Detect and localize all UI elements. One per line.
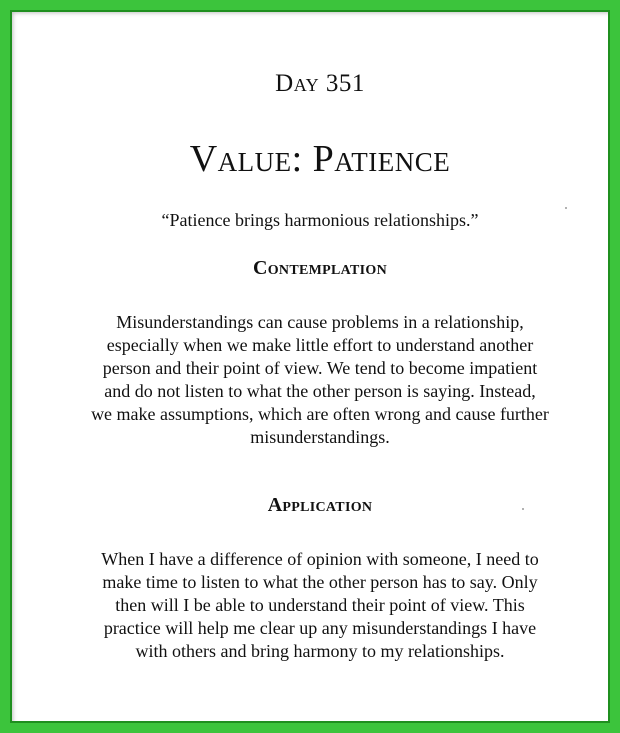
application-line: then will I be able to understand their point of view. This: [115, 595, 525, 615]
application-heading: Application: [267, 494, 373, 516]
day-label: Day 351: [275, 70, 365, 97]
page-content: [20, 20, 620, 733]
contemplation-heading: Contemplation: [253, 257, 387, 279]
contemplation-line: person and their point of view. We tend to become impatient: [102, 358, 538, 378]
scan-speck: [522, 508, 524, 510]
contemplation-line: we make assumptions, which are often wrong and cause further: [91, 404, 549, 424]
value-title: Value: Patience: [189, 138, 451, 180]
contemplation-line: especially when we make little effort to understand another: [106, 335, 534, 355]
scan-speck: [565, 207, 567, 209]
application-line: practice will help me clear up any misunderstandings I have: [103, 618, 537, 638]
application-line: make time to listen to what the other person has to say. Only: [102, 572, 538, 592]
quote: “Patience brings harmonious relationships.”: [161, 210, 479, 230]
contemplation-line: and do not listen to what the other person is saying. Instead,: [104, 381, 536, 401]
contemplation-line: Misunderstandings can cause problems in a relationship,: [116, 312, 524, 332]
application-line: with others and bring harmony to my relationships.: [135, 641, 505, 661]
application-line: When I have a difference of opinion with someone, I need to: [101, 549, 539, 569]
contemplation-paragraph: [20, 311, 620, 449]
contemplation-line: misunderstandings.: [250, 427, 390, 447]
application-paragraph: [20, 548, 620, 663]
